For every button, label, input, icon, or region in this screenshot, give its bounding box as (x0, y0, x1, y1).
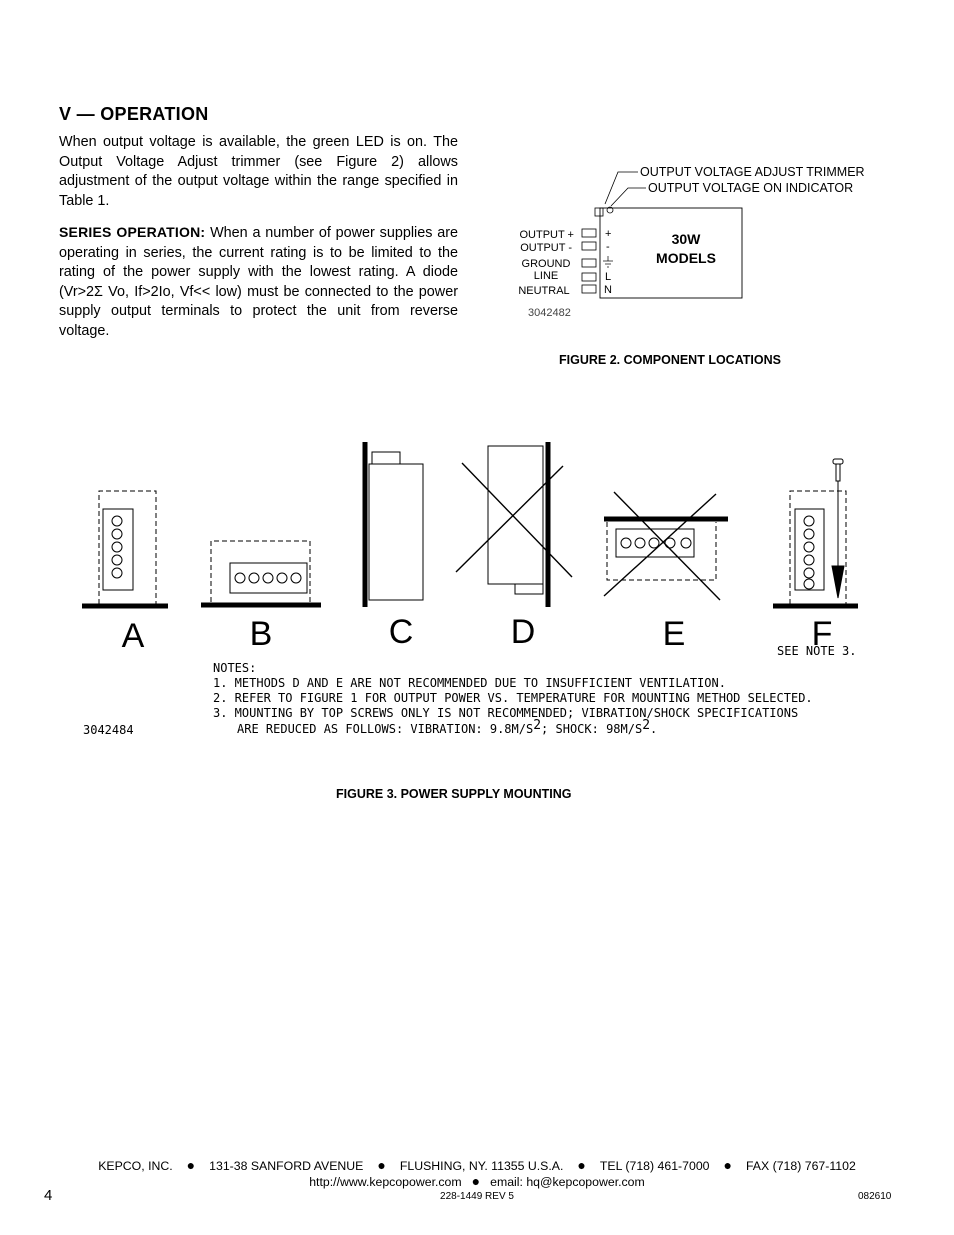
method-letter-c: C (388, 613, 414, 651)
model-label-line2: MODELS (656, 250, 716, 266)
see-note-label: SEE NOTE 3. (777, 644, 857, 658)
notes-title: NOTES: (213, 661, 257, 675)
pin-minus: - (606, 241, 610, 253)
method-letter-f: F (811, 615, 833, 653)
note-1: 1. METHODS D AND E ARE NOT RECOMMENDED DUE TO INSUFFICIENT VENTILATION. (213, 676, 726, 690)
footer-url[interactable]: http://www.kepcopower.com (309, 1175, 462, 1189)
figure2-component-diagram (500, 158, 900, 328)
indicator-leader-line (611, 188, 646, 206)
figure2-caption: FIGURE 2. COMPONENT LOCATIONS (559, 353, 781, 367)
footer-fax: FAX (718) 767-1102 (745, 1159, 856, 1173)
bullet-icon: ● (577, 1157, 586, 1173)
mounting-method-a (82, 491, 168, 606)
method-letter-d: D (510, 613, 536, 651)
terminal-label-neutral: NEUTRAL (518, 285, 570, 297)
method-letter-b: B (249, 615, 273, 653)
series-operation-title: SERIES OPERATION: (59, 224, 206, 240)
method-letter-e: E (662, 615, 686, 653)
date-code: 082610 (858, 1191, 892, 1202)
figure3-caption: FIGURE 3. POWER SUPPLY MOUNTING (336, 787, 572, 801)
note-3b: ARE REDUCED AS FOLLOWS: VIBRATION: 9.8M/S2; SHOCK: 98M/S2. (237, 718, 658, 736)
terminal-block (582, 229, 596, 293)
footer-email[interactable]: email: hq@kepcopower.com (490, 1175, 645, 1189)
pin-line: L (605, 271, 612, 283)
mounting-method-b (201, 541, 321, 605)
footer-company: KEPCO, INC. (98, 1159, 173, 1173)
footer-city: FLUSHING, NY. 11355 U.S.A. (399, 1159, 564, 1173)
bullet-icon: ● (186, 1157, 196, 1173)
ground-icon (603, 256, 613, 267)
terminal-label-line: LINE (533, 270, 559, 282)
series-operation-paragraph (59, 223, 458, 341)
operation-paragraph: When output voltage is available, the green LED is on. The Output Voltage Adjust trimmer (see Figure 2) allows adjustment of the output voltage within the range specified in Table 1. (59, 134, 458, 209)
note-3a: 3. MOUNTING BY TOP SCREWS ONLY IS NOT RECOMMENDED; VIBRATION/SHOCK SPECIFICATIONS (213, 706, 799, 720)
label-indicator: OUTPUT VOLTAGE ON INDICATOR (648, 181, 854, 195)
model-label-line1: 30W (671, 231, 701, 247)
mounting-method-e-not-recommended (604, 492, 728, 600)
terminal-label-output-plus: OUTPUT + (519, 229, 574, 241)
page-number: 4 (44, 1187, 53, 1204)
figure3-drawing-number: 3042484 (83, 723, 134, 737)
note-2: 2. REFER TO FIGURE 1 FOR OUTPUT POWER VS. TEMPERATURE FOR MOUNTING METHOD SELECTED. (213, 691, 813, 705)
figure2-drawing-number: 3042482 (528, 307, 571, 319)
label-trimmer: OUTPUT VOLTAGE ADJUST TRIMMER (640, 165, 865, 179)
terminal-label-output-minus: OUTPUT - (520, 242, 572, 254)
footer-contact-line (0, 1173, 954, 1189)
terminal-label-ground: GROUND (521, 258, 571, 270)
bullet-icon: ● (471, 1173, 481, 1189)
mounting-method-c (365, 442, 423, 607)
mounting-method-d-not-recommended (456, 442, 572, 607)
document-number: 228-1449 REV 5 (440, 1191, 514, 1202)
footer-tel: TEL (718) 461-7000 (599, 1159, 710, 1173)
footer-address-line (0, 1157, 954, 1173)
mounting-method-f (773, 459, 858, 606)
pin-neutral: N (604, 284, 612, 296)
bullet-icon: ● (723, 1157, 732, 1173)
method-letter-a: A (121, 617, 145, 655)
pin-plus: + (605, 228, 612, 240)
section-heading: V — OPERATION (59, 104, 209, 124)
series-operation-text: When a number of power supplies are operating in series, the current rating is to be limited to the rating of the power supply with the lowest rating. A diode (Vr>2Σ Vo, If>2Io, Vf<< low) must be connected to the power supply output terminals to protect the unit from reverse voltage. (59, 225, 459, 339)
trimmer-symbol (595, 208, 603, 216)
figure3-mounting-diagram (0, 430, 954, 750)
footer-address: 131-38 SANFORD AVENUE (209, 1159, 364, 1173)
bullet-icon: ● (377, 1157, 386, 1173)
